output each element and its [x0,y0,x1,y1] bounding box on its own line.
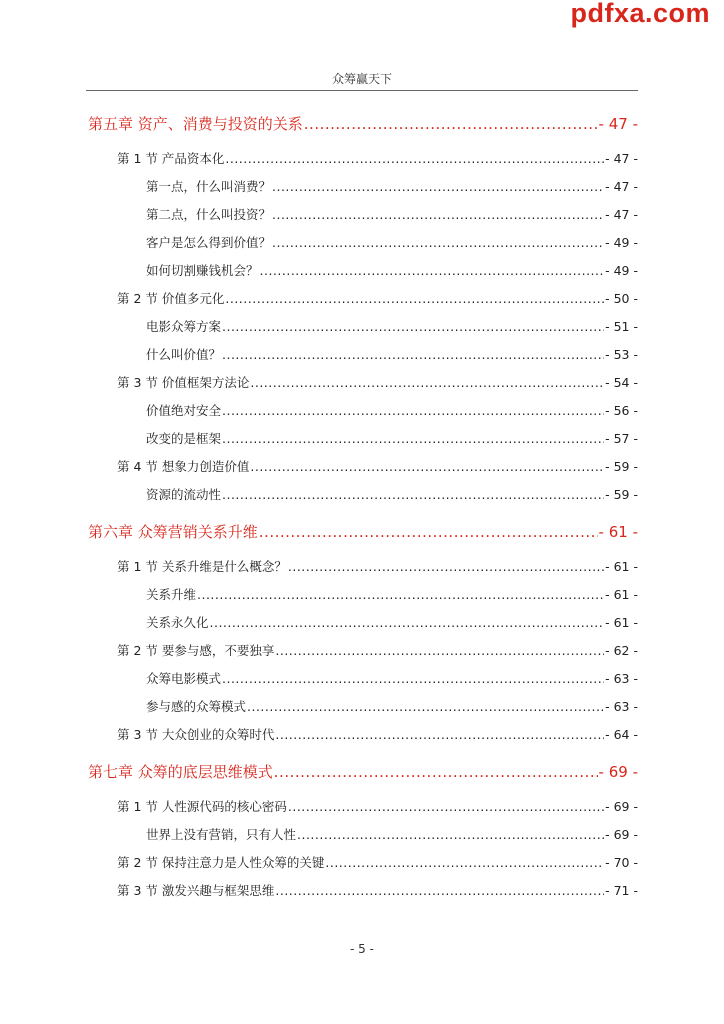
toc-dot-leader [325,855,604,870]
toc-entry-page: - 53 - [605,347,638,362]
toc-entry-title: 第 2 节 保持注意力是人性众筹的关键 [117,855,325,870]
toc-dot-leader [272,235,604,250]
toc-dot-leader [222,671,604,686]
toc-entry-title: 第 1 节 人性源代码的核心密码 [117,799,287,814]
toc-dot-leader [259,523,598,541]
toc-entry-title: 第五章 资产、消费与投资的关系 [88,115,303,133]
toc-chapter-entry[interactable] [88,761,638,782]
toc-section-entry[interactable] [117,797,638,815]
toc-entry-page: - 70 - [605,855,638,870]
toc-dot-leader [225,291,604,306]
toc-sub-entry[interactable] [146,669,638,687]
toc-section-entry[interactable] [117,725,638,743]
toc-entry-page: - 47 - [605,179,638,194]
toc-dot-leader [297,827,604,842]
toc-entry-page: - 69 - [605,799,638,814]
toc-entry-title: 世界上没有营销，只有人性 [146,827,297,842]
toc-entry-page: - 61 - [605,587,638,602]
toc-entry-page: - 56 - [605,403,638,418]
toc-dot-leader [250,375,604,390]
toc-sub-entry[interactable] [146,697,638,715]
toc-entry-title: 第 3 节 大众创业的众筹时代 [117,727,275,742]
toc-entry-page: - 71 - [605,883,638,898]
toc-entry-page: - 61 - [598,523,638,541]
toc-section-entry[interactable] [117,457,638,475]
toc-entry-title: 改变的是框架 [146,431,222,446]
toc-dot-leader [275,883,604,898]
toc-entry-title: 资源的流动性 [146,487,222,502]
toc-dot-leader [222,487,604,502]
toc-sub-entry[interactable] [146,401,638,419]
toc-entry-title: 价值绝对安全 [146,403,222,418]
toc-dot-leader [274,763,598,781]
toc-entry-page: - 47 - [605,151,638,166]
toc-dot-leader [260,263,605,278]
toc-entry-title: 第二点，什么叫投资？ [146,207,272,222]
toc-sub-entry[interactable] [146,317,638,335]
toc-entry-page: - 54 - [605,375,638,390]
toc-section-entry[interactable] [117,373,638,391]
toc-entry-title: 客户是怎么得到价值？ [146,235,272,250]
toc-entry-page: - 64 - [605,727,638,742]
toc-entry-title: 关系升维 [146,587,197,602]
toc-section-entry[interactable] [117,557,638,575]
toc-entry-title: 第 1 节 关系升维是什么概念？ [117,559,287,574]
page-number: - 5 - [350,942,374,956]
toc-entry-title: 第 4 节 想象力创造价值 [117,459,250,474]
toc-entry-title: 电影众筹方案 [146,319,222,334]
toc-entry-page: - 61 - [605,615,638,630]
toc-dot-leader [225,151,604,166]
toc-sub-entry[interactable] [146,345,638,363]
toc-entry-title: 第 2 节 价值多元化 [117,291,225,306]
toc-dot-leader [304,115,598,133]
toc-dot-leader [275,643,604,658]
toc-section-entry[interactable] [117,641,638,659]
toc-sub-entry[interactable] [146,613,638,631]
toc-entry-page: - 59 - [605,459,638,474]
toc-section-entry[interactable] [117,149,638,167]
toc-sub-entry[interactable] [146,585,638,603]
running-head-title: 众筹赢天下 [331,72,392,86]
toc-entry-page: - 51 - [605,319,638,334]
toc-entry-title: 第 1 节 产品资本化 [117,151,225,166]
toc-chapter-entry[interactable] [88,521,638,542]
toc-entry-page: - 69 - [598,763,638,781]
toc-entry-page: - 57 - [605,431,638,446]
toc-sub-entry[interactable] [146,825,638,843]
toc-entry-title: 关系永久化 [146,615,209,630]
toc-dot-leader [275,727,604,742]
header-divider [86,90,638,91]
toc-entry-page: - 62 - [605,643,638,658]
toc-sub-entry[interactable] [146,205,638,223]
toc-entry-title: 第 2 节 要参与感，不要独享 [117,643,275,658]
toc-sub-entry[interactable] [146,429,638,447]
toc-dot-leader [288,559,604,574]
toc-entry-title: 第一点，什么叫消费？ [146,179,272,194]
toc-entry-page: - 47 - [598,115,638,133]
toc-entry-page: - 59 - [605,487,638,502]
watermark-text: pdfxa.com [570,0,710,28]
toc-dot-leader [222,347,604,362]
toc-dot-leader [250,459,604,474]
toc-chapter-entry[interactable] [88,113,638,134]
watermark-logo [570,0,710,29]
toc-entry-page: - 63 - [605,671,638,686]
toc-dot-leader [272,179,604,194]
toc-section-entry[interactable] [117,881,638,899]
toc-dot-leader [222,403,604,418]
toc-entry-page: - 47 - [605,207,638,222]
toc-dot-leader [288,799,604,814]
toc-dot-leader [272,207,604,222]
toc-entry-title: 众筹电影模式 [146,671,222,686]
toc-entry-title: 第七章 众筹的底层思维模式 [88,763,273,781]
toc-entry-page: - 63 - [605,699,638,714]
toc-section-entry[interactable] [117,289,638,307]
toc-entry-title: 什么叫价值？ [146,347,222,362]
toc-entry-page: - 69 - [605,827,638,842]
toc-entry-page: - 49 - [605,235,638,250]
toc-dot-leader [222,431,604,446]
toc-entry-page: - 50 - [605,291,638,306]
toc-entry-title: 第 3 节 激发兴趣与框架思维 [117,883,275,898]
toc-entry-page: - 49 - [605,263,638,278]
toc-dot-leader [222,319,604,334]
toc-entry-title: 第六章 众筹营销关系升维 [88,523,258,541]
toc-sub-entry[interactable] [146,261,638,279]
toc-entry-title: 参与感的众筹模式 [146,699,247,714]
toc-entry-page: - 61 - [605,559,638,574]
toc-dot-leader [210,615,605,630]
toc-dot-leader [197,587,604,602]
toc-sub-entry[interactable] [146,177,638,195]
toc-sub-entry[interactable] [146,485,638,503]
toc-section-entry[interactable] [117,853,638,871]
toc-sub-entry[interactable] [146,233,638,251]
toc-entry-title: 第 3 节 价值框架方法论 [117,375,250,390]
toc-dot-leader [247,699,604,714]
toc-entry-title: 如何切割赚钱机会？ [146,263,259,278]
